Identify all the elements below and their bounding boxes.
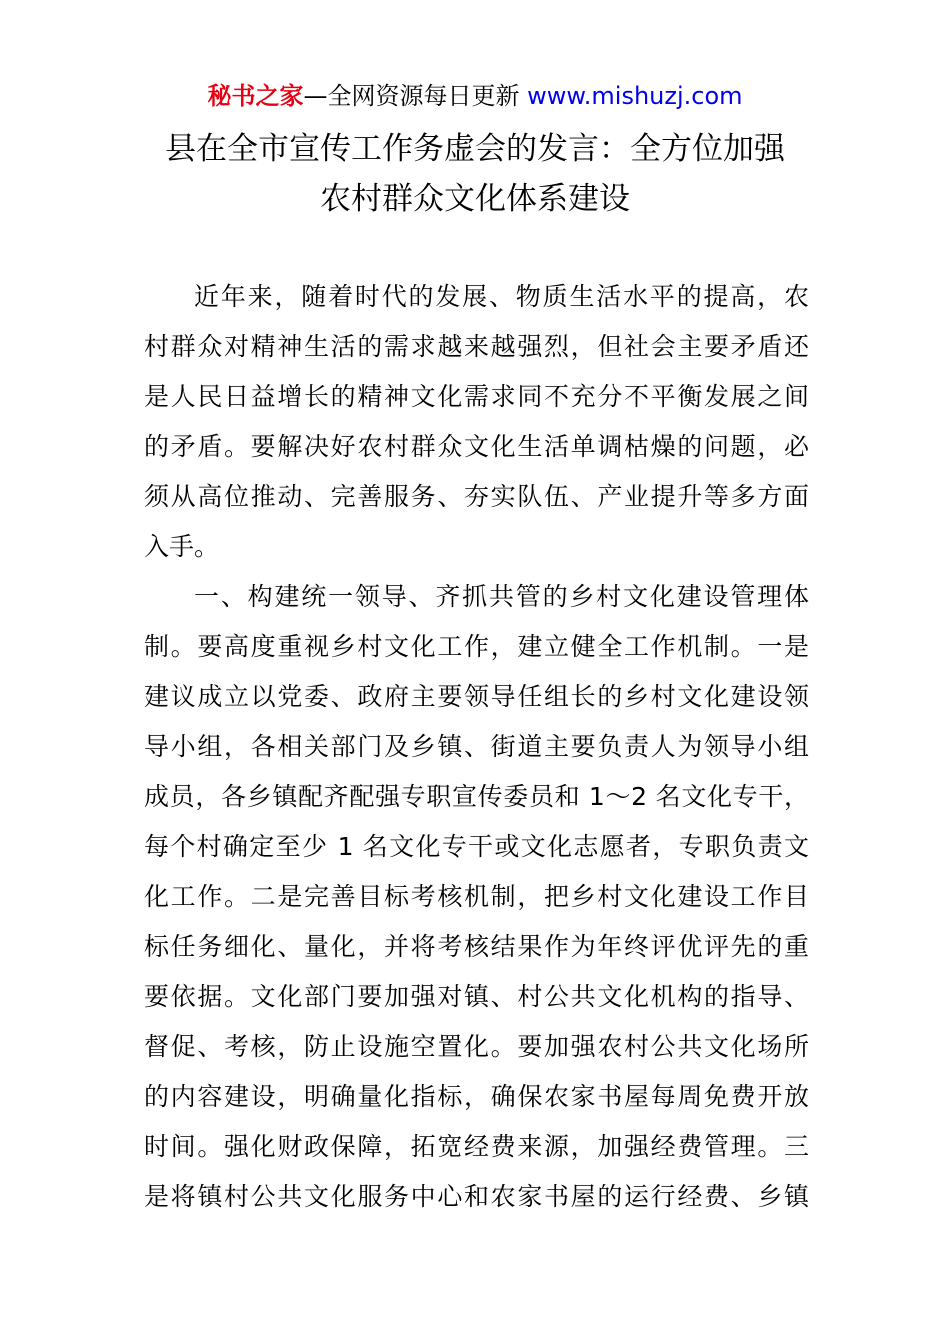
body-line: 的矛盾。要解决好农村群众文化生活单调枯燥的问题，必 <box>144 432 809 461</box>
body-line: 成员，各乡镇配齐配强专职宣传委员和 1～2 名文化专干， <box>144 782 809 811</box>
body-line: 导小组，各相关部门及乡镇、街道主要负责人为领导小组 <box>144 732 809 761</box>
body-line: 的内容建设，明确量化指标，确保农家书屋每周免费开放 <box>144 1082 809 1111</box>
body-line: 标任务细化、量化，并将考核结果作为年终评优评先的重 <box>144 932 809 961</box>
body-line: 要依据。文化部门要加强对镇、村公共文化机构的指导、 <box>144 982 809 1011</box>
site-brand: 秘书之家 <box>207 82 304 110</box>
document-body <box>144 272 809 1222</box>
body-line: 入手。 <box>144 532 220 561</box>
site-header <box>0 80 950 112</box>
site-url[interactable]: www.mishuzj.com <box>527 82 743 110</box>
body-line: 须从高位推动、完善服务、夯实队伍、产业提升等多方面 <box>144 482 809 511</box>
body-line: 村群众对精神生活的需求越来越强烈，但社会主要矛盾还 <box>144 332 809 361</box>
body-line: 每个村确定至少 1 名文化专干或文化志愿者，专职负责文 <box>144 832 809 861</box>
body-line: 是人民日益增长的精神文化需求同不充分不平衡发展之间 <box>144 382 809 411</box>
document-title <box>0 124 950 224</box>
site-tagline: —全网资源每日更新 <box>303 82 520 110</box>
title-line: 农村群众文化体系建设 <box>320 181 630 217</box>
body-line: 一、构建统一领导、齐抓共管的乡村文化建设管理体 <box>194 582 809 611</box>
body-line: 建议成立以党委、政府主要领导任组长的乡村文化建设领 <box>144 682 809 711</box>
body-line: 是将镇村公共文化服务中心和农家书屋的运行经费、乡镇 <box>144 1182 809 1211</box>
body-line: 近年来，随着时代的发展、物质生活水平的提高，农 <box>194 282 809 311</box>
title-line: 县在全市宣传工作务虚会的发言：全方位加强 <box>165 131 785 167</box>
body-line: 督促、考核，防止设施空置化。要加强农村公共文化场所 <box>144 1032 809 1061</box>
body-line: 制。要高度重视乡村文化工作，建立健全工作机制。一是 <box>144 632 809 661</box>
body-line: 化工作。二是完善目标考核机制，把乡村文化建设工作目 <box>144 882 809 911</box>
body-line: 时间。强化财政保障，拓宽经费来源，加强经费管理。三 <box>144 1132 809 1161</box>
